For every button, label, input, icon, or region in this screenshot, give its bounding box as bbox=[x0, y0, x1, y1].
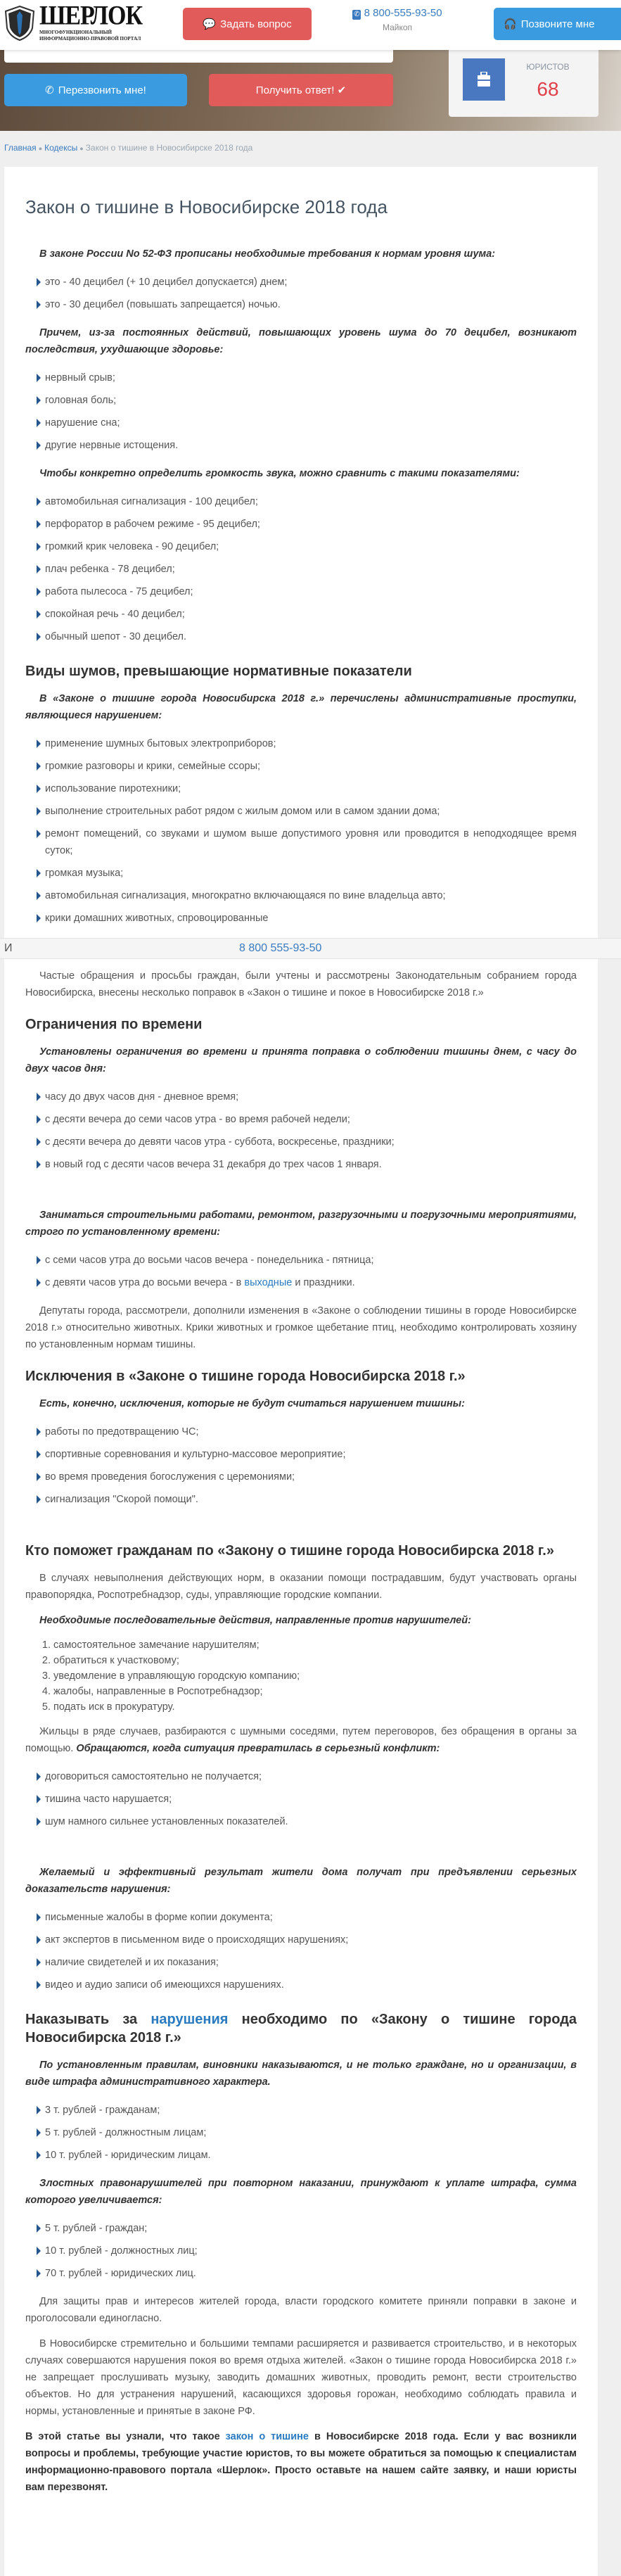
breadcrumb-separator: ● bbox=[38, 145, 43, 152]
list-item: тишина часто нарушается; bbox=[37, 1788, 577, 1810]
list-item: 70 т. рублей - юридических лиц. bbox=[37, 2262, 577, 2285]
list-item: договориться самостоятельно не получается; bbox=[37, 1765, 577, 1788]
list-item: с десяти вечера до девяти часов утра - суббота, воскресенье, праздники; bbox=[37, 1131, 577, 1153]
list-item: 10 т. рублей - должностных лиц; bbox=[37, 2240, 577, 2262]
list-item: нервный срыв; bbox=[37, 367, 577, 389]
shield-logo-icon bbox=[4, 6, 35, 41]
headset-icon: 🎧 bbox=[504, 18, 517, 30]
question-form-bottom bbox=[4, 50, 393, 63]
bullet-list bbox=[37, 732, 577, 929]
article-card bbox=[4, 167, 598, 2576]
bullet-list bbox=[37, 1906, 577, 1996]
text-segment: и праздники. bbox=[292, 1277, 355, 1288]
list-item: 5 т. рублей - граждан; bbox=[37, 2217, 577, 2240]
site-logo[interactable] bbox=[4, 1, 165, 42]
text-segment: необходимо по «Закону о тишине города Новосибирска 2018 г.» bbox=[25, 2012, 577, 2045]
list-item: автомобильная сигнализация, многократно включающаяся по вине владельца авто; bbox=[37, 884, 577, 907]
lawyers-stats-card bbox=[449, 50, 598, 117]
list-item: другие нервные истощения. bbox=[37, 434, 577, 457]
inline-link[interactable]: выходные bbox=[244, 1277, 293, 1288]
lead-paragraph: Необходимые последовательные действия, направленные против нарушителей: bbox=[39, 1615, 471, 1626]
list-item: 5 т. рублей - должностным лицам; bbox=[37, 2121, 577, 2144]
list-item: спокойная речь - 40 децибел; bbox=[37, 603, 577, 626]
paragraph: Частые обращения и просьбы граждан, были учтены и рассмотрены Законодательным собранием города Новосибирска, внесены несколько поправок в «Закон о тишине и покое в Новосибирске 2018 г.» bbox=[25, 970, 577, 998]
lawyers-label: ЮРИСТОВ bbox=[526, 62, 570, 72]
list-item: шум намного сильнее установленных показателей. bbox=[37, 1810, 577, 1833]
list-item: во время проведения богослужения с церемониями; bbox=[37, 1466, 577, 1488]
lead-paragraph: Заниматься строительными работами, ремонтом, разгрузочными и погрузочными мероприятиями, строго по установленному времени: bbox=[25, 1210, 577, 1238]
list-item: 10 т. рублей - юридическим лицам. bbox=[37, 2144, 577, 2166]
article-body bbox=[4, 246, 577, 2496]
section-heading: Исключения в «Законе о тишине города Новосибирска 2018 г.» bbox=[25, 1369, 466, 1384]
bullet-list bbox=[37, 490, 577, 648]
section-heading: Кто поможет гражданам по «Закону о тишине города Новосибирска 2018 г.» bbox=[25, 1543, 554, 1559]
list-item: с семи часов утра до восьми часов вечера - понедельника - пятница; bbox=[37, 1249, 577, 1271]
list-item: это - 30 децибел (повышать запрещается) ночью. bbox=[37, 293, 577, 316]
list-item: работа пылесоса - 75 децибел; bbox=[37, 580, 577, 603]
breadcrumb-separator: ● bbox=[79, 145, 84, 152]
lead-paragraph: Причем, из-за постоянных действий, повышающих уровень шума до 70 децибел, возникают последствия, ухудшающие здоровье: bbox=[25, 327, 577, 355]
breadcrumb bbox=[4, 143, 252, 153]
list-item: акт экспертов в письменном виде о происходящих нарушениях; bbox=[37, 1929, 577, 1951]
logo-subtitle: МНОГОФУНКЦИОНАЛЬНЫЙ bbox=[39, 30, 112, 35]
text-segment: Жильцы в ряде случаев, разбираются с шумными соседями, путем переговоров, без обращения в органы за помощью. bbox=[25, 1726, 577, 1754]
list-item: часу до двух часов дня - дневное время; bbox=[37, 1086, 577, 1108]
list-item: выполнение строительных работ рядом с жилым домом или в самом здании дома; bbox=[37, 800, 577, 823]
list-item: видео и аудио записи об имеющихся нарушениях. bbox=[37, 1974, 577, 1996]
logo-wordmark: ШЕРЛОК bbox=[39, 1, 143, 31]
list-item: с десяти вечера до семи часов утра - во время рабочей недели; bbox=[37, 1108, 577, 1131]
paragraph bbox=[25, 1723, 577, 1757]
list-item: 5. подать иск в прокуратуру. bbox=[53, 1699, 577, 1715]
sticky-phone[interactable]: 8 800 555-93-50 bbox=[239, 942, 322, 954]
get-answer-button[interactable] bbox=[209, 74, 393, 106]
lawyers-count: 68 bbox=[537, 78, 559, 100]
bullet-list bbox=[37, 2217, 577, 2285]
lead-paragraph: По установленным правилам, виновники наказываются, и не только граждане, но и организации, в виде штрафа административного характера. bbox=[25, 2060, 577, 2088]
list-item: головная боль; bbox=[37, 389, 577, 412]
text-segment: с девяти часов утра до восьми вечера - в bbox=[45, 1277, 245, 1288]
list-item: это - 40 децибел (+ 10 децибел допускается) днем; bbox=[37, 271, 577, 293]
list-item: письменные жалобы в форме копии документа; bbox=[37, 1906, 577, 1929]
get-answer-label: Получить ответ! ✔ bbox=[255, 84, 347, 96]
ask-question-button[interactable] bbox=[183, 8, 312, 40]
list-item: работы по предотвращению ЧС; bbox=[37, 1421, 577, 1443]
text-segment: В этой статье вы узнали, что такое bbox=[25, 2431, 226, 2442]
conclusion-paragraph bbox=[25, 2428, 577, 2496]
list-item: спортивные соревнования и культурно-массовое мероприятие; bbox=[37, 1443, 577, 1466]
briefcase-icon bbox=[463, 58, 505, 101]
logo-subtitle: ИНФОРМАЦИОННО-ПРАВОВОЙ ПОРТАЛ bbox=[39, 36, 141, 42]
list-item: плач ребенка - 78 децибел; bbox=[37, 558, 577, 580]
bullet-list bbox=[37, 1421, 577, 1511]
list-item: перфоратор в рабочем режиме - 95 децибел; bbox=[37, 513, 577, 535]
hero-banner bbox=[0, 50, 621, 131]
lead-paragraph: Есть, конечно, исключения, которые не будут считаться нарушением тишины: bbox=[39, 1398, 465, 1409]
text-segment: в Новосибирске 2018 года. Если у вас возникли вопросы и проблемы, требующие участие юристов, то вы можете обратиться за помощью к специалистам информационно-правового портала «Шерлок». Просто оставьте на нашем сайте заявку, и наши юристы вам перезвонят. bbox=[25, 2431, 577, 2493]
paragraph: Депутаты города, рассмотрели, дополнили изменения в «Законе о соблюдении тишины в городе Новосибирске 2018 г.» относительно животных. Крики животных и громкое щебетание птиц, необходимо контролировать хозяину по установленным нормам тишины. bbox=[25, 1305, 577, 1350]
list-item: применение шумных бытовых электроприборов; bbox=[37, 732, 577, 755]
phone-handset-icon: ✆ bbox=[45, 84, 54, 96]
breadcrumb-codes[interactable]: Кодексы bbox=[44, 143, 78, 153]
text-segment: Наказывать за bbox=[25, 2012, 151, 2027]
list-item: громкая музыка; bbox=[37, 862, 577, 884]
phone-block bbox=[338, 7, 457, 32]
callback-label: Перезвонить мне! bbox=[58, 84, 146, 96]
bullet-list bbox=[37, 271, 577, 316]
bullet-list bbox=[37, 1086, 577, 1176]
list-item bbox=[37, 1271, 577, 1294]
bullet-list bbox=[37, 367, 577, 457]
phone-number[interactable]: 8 800-555-93-50 bbox=[364, 7, 442, 19]
list-item: крики домашних животных, спровоцированные bbox=[37, 907, 577, 929]
section-heading bbox=[25, 2010, 577, 2047]
ask-question-label: Задать вопрос bbox=[220, 18, 292, 30]
breadcrumb-current: Закон о тишине в Новосибирске 2018 года bbox=[85, 143, 253, 153]
lead-paragraph: В «Законе о тишине города Новосибирска 2018 г.» перечислены административные проступки, являющиеся нарушением: bbox=[25, 693, 577, 721]
list-item: наличие свидетелей и их показания; bbox=[37, 1951, 577, 1974]
bullet-list bbox=[37, 1765, 577, 1833]
bullet-list bbox=[37, 1249, 577, 1294]
paragraph: В Новосибирске стремительно и большими темпами расширяется и развивается строительство, и в некоторых случаях совершаются нарушения покоя во время отдыха жителей. «Закон о тишине города Новосибирска 2018 г.» не запрещает прослушивать музыку, заводить домашних животных, проводить ремонт, вести строительство объектов. Но для устранения нарушений, касающихся здоровья горожан, необходимо соблюдать правила и нормы, установленные и принятые в законе РФ. bbox=[25, 2338, 577, 2417]
list-item: 2. обратиться к участковому; bbox=[53, 1653, 577, 1668]
lead-paragraph: Желаемый и эффективный результат жители дома получат при предъявлении серьезных доказательств нарушения: bbox=[25, 1867, 577, 1895]
lead-paragraph: Чтобы конкретно определить громкость звука, можно сравнить с такими показателями: bbox=[39, 468, 520, 479]
site-header bbox=[0, 0, 621, 50]
paragraph: Для защиты прав и интересов жителей города, власти городского комитете приняли поправки в законе и проголосовали единогласно. bbox=[25, 2296, 577, 2324]
list-item: 4. жалобы, направленные в Роспотребнадзор; bbox=[53, 1684, 577, 1699]
paragraph: В случаях невыполнения действующих норм, в оказании помощи пострадавшим, будут участвовать органы правопорядка, Роспотребнадзор, суды, управляющие городские компании. bbox=[25, 1573, 577, 1601]
list-item: автомобильная сигнализация - 100 децибел; bbox=[37, 490, 577, 513]
breadcrumb-home[interactable]: Главная bbox=[4, 143, 37, 153]
call-me-label: Позвоните мне bbox=[520, 18, 595, 30]
list-item: 1. самостоятельное замечание нарушителям; bbox=[53, 1637, 577, 1653]
lead-paragraph: Злостных правонарушителей при повторном наказании, принуждают к уплате штрафа, сумма которого увеличивается: bbox=[25, 2178, 577, 2206]
list-item: использование пиротехники; bbox=[37, 778, 577, 800]
list-item: громкие разговоры и крики, семейные ссоры; bbox=[37, 755, 577, 778]
list-item: 3. уведомление в управляющую городскую компанию; bbox=[53, 1668, 577, 1684]
list-item: нарушение сна; bbox=[37, 412, 577, 434]
list-item: обычный шепот - 30 децибел. bbox=[37, 626, 577, 648]
lead-paragraph: Установлены ограничения во времени и принята поправка о соблюдении тишины днем, с часу до двух часов дня: bbox=[25, 1046, 577, 1074]
numbered-list bbox=[53, 1637, 577, 1715]
text-segment: Обращаются, когда ситуация превратилась в серьезный конфликт: bbox=[76, 1743, 440, 1754]
inline-link[interactable]: нарушения bbox=[151, 2012, 229, 2027]
list-item: ремонт помещений, со звуками и шумом выше допустимого уровня или проводится в неподходящее время суток; bbox=[37, 823, 577, 862]
inline-link[interactable]: закон о тишине bbox=[225, 2431, 309, 2442]
list-item: сигнализация "Скорой помощи". bbox=[37, 1488, 577, 1511]
bullet-list bbox=[37, 2099, 577, 2166]
section-heading: Виды шумов, превышающие нормативные показатели bbox=[25, 664, 412, 679]
list-item: в новый год с десяти часов вечера 31 декабря до трех часов 1 января. bbox=[37, 1153, 577, 1176]
list-item: громкий крик человека - 90 децибел; bbox=[37, 535, 577, 558]
callback-button[interactable] bbox=[4, 74, 187, 106]
call-me-button[interactable] bbox=[494, 8, 621, 40]
page-title: Закон о тишине в Новосибирске 2018 года bbox=[25, 196, 388, 217]
city-label: Майкоп bbox=[382, 23, 413, 32]
chat-bubble-icon: 💬 bbox=[203, 18, 217, 30]
sticky-contact-bar bbox=[0, 938, 621, 959]
list-item: 3 т. рублей - гражданам; bbox=[37, 2099, 577, 2121]
sticky-text: И bbox=[4, 942, 13, 954]
lead-paragraph: В законе России No 52-ФЗ прописаны необходимые требования к нормам уровня шума: bbox=[39, 248, 496, 260]
section-heading: Ограничения по времени bbox=[25, 1017, 203, 1032]
phone-icon: ✆ bbox=[354, 11, 360, 18]
